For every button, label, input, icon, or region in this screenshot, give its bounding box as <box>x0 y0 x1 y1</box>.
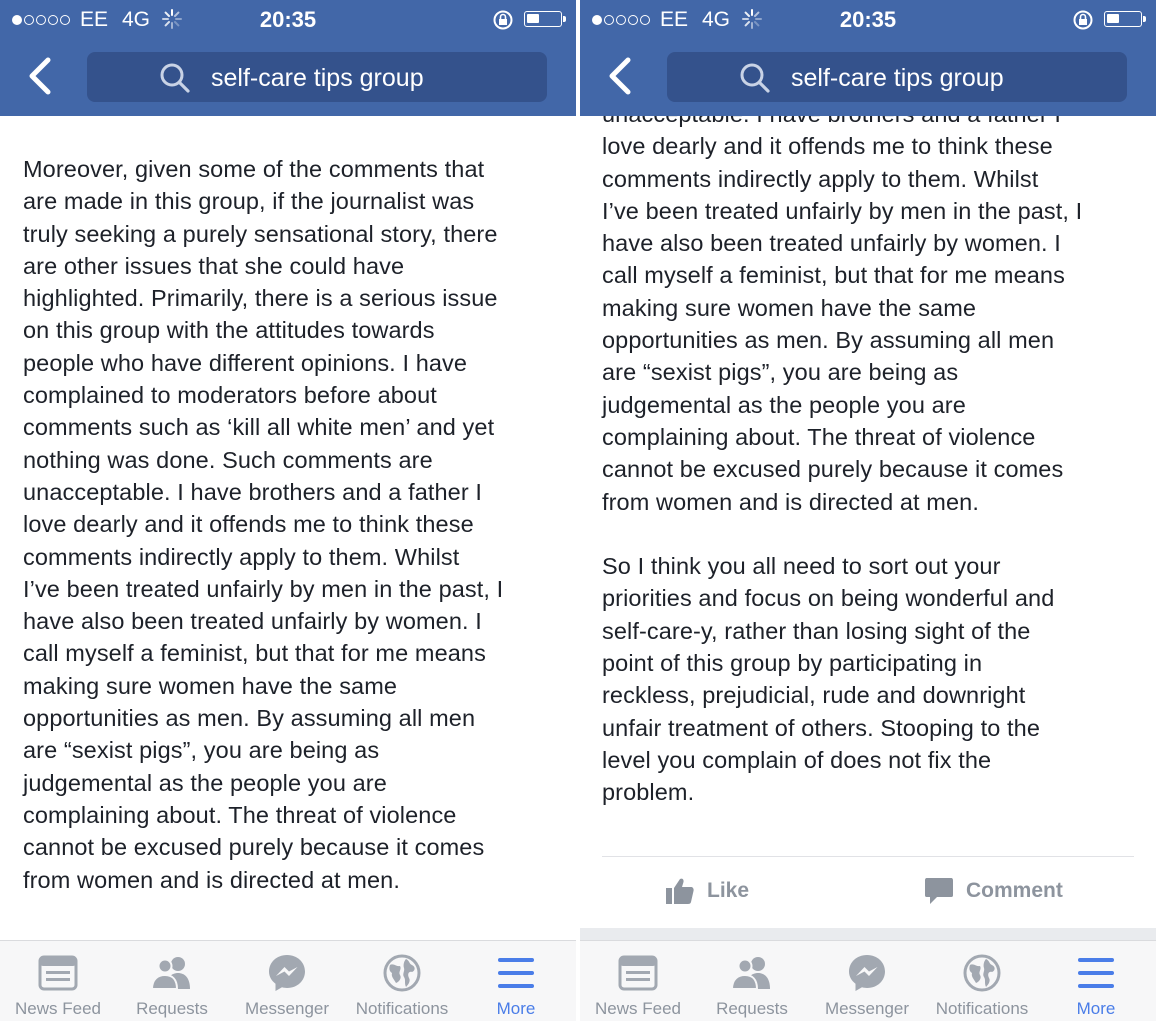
thumbs-up-icon <box>665 877 695 905</box>
search-bar[interactable] <box>667 52 1127 102</box>
messenger-icon <box>267 953 307 993</box>
battery-icon <box>1104 11 1142 27</box>
tab-requests[interactable] <box>114 953 230 1019</box>
post-paragraph <box>602 98 1150 809</box>
bottom-tab-bar <box>0 940 576 1021</box>
tab-label: More <box>496 999 536 1018</box>
news-feed-icon <box>618 955 658 991</box>
tab-label: Messenger <box>244 999 330 1018</box>
comment-label: Comment <box>966 879 1063 902</box>
tab-label: Messenger <box>824 999 910 1018</box>
globe-icon <box>382 953 422 993</box>
tab-more[interactable] <box>1038 953 1154 1019</box>
globe-icon <box>962 953 1002 993</box>
tab-news-feed[interactable] <box>580 953 696 1019</box>
status-bar <box>580 0 1156 40</box>
rotation-lock-icon <box>492 9 514 31</box>
like-button[interactable] <box>665 877 749 905</box>
messenger-icon <box>847 953 887 993</box>
news-feed-icon <box>38 955 78 991</box>
left-screenshot <box>0 0 576 1021</box>
tab-label: Requests <box>716 999 788 1018</box>
tab-more[interactable] <box>458 953 574 1019</box>
status-bar <box>0 0 576 40</box>
back-arrow-icon[interactable] <box>602 54 642 98</box>
post-paragraph-1: love dearly and it offends me to think these comments indirectly apply to them. Whilst I’ve been treated unfairly by men in the past, I have also been treated unfairly by women. I call myself a feminist, but that for me means making sure women have the same opportunities as men. By assuming all men are “sexist pigs”, you are being as judgemental as the people you are complaining about. The threat of violence cannot be excused purely because it comes from women and is directed at men. <box>602 133 1083 515</box>
search-query[interactable]: self-care tips group <box>791 64 1004 92</box>
friend-requests-icon <box>728 955 776 991</box>
right-screenshot <box>580 0 1156 1021</box>
battery-icon <box>524 11 562 27</box>
tab-notifications[interactable] <box>924 953 1040 1019</box>
post-paragraph-2: So I think you all need to sort out your priorities and focus on being wonderful and self-care-y, rather than losing sight of the point of this group by participating in reckless, prejudicial, rude and downright unfair treatment of others. Stooping to the level you complain of does not fix the problem. <box>602 553 1055 806</box>
friend-requests-icon <box>148 955 196 991</box>
carrier-name: EE <box>660 8 689 31</box>
like-label: Like <box>707 879 750 902</box>
comment-bubble-icon <box>924 877 954 905</box>
hamburger-menu-icon <box>496 956 536 990</box>
tab-news-feed[interactable] <box>0 953 116 1019</box>
tab-messenger[interactable] <box>809 953 925 1019</box>
search-bar[interactable] <box>87 52 547 102</box>
clock: 20:35 <box>839 7 897 32</box>
navigation-bar <box>580 0 1156 116</box>
tab-label: News Feed <box>595 999 681 1018</box>
hamburger-menu-icon <box>1076 956 1116 990</box>
tab-label: Notifications <box>935 999 1029 1018</box>
tab-requests[interactable] <box>694 953 810 1019</box>
search-query[interactable]: self-care tips group <box>211 64 424 92</box>
tab-label: Requests <box>136 999 208 1018</box>
tab-label: More <box>1076 999 1116 1018</box>
tab-label: Notifications <box>355 999 449 1018</box>
post-paragraph: Moreover, given some of the comments that are made in this group, if the journalist was truly seeking a purely sensational story, there are other issues that she could have highlighted. Primarily, there is a serious issue on this group with the attitudes towards people who have different opinions. I have complained to moderators before about comments such as ‘kill all white men’ and yet nothing was done. Such comments are unacceptable. I have brothers and a father I love dearly and it offends me to think these comments indirectly apply to them. Whilst I’ve been treated unfairly by men in the past, I have also been treated unfairly by women. I call myself a feminist, but that for me means making sure women have the same opportunities as men. By assuming all men are “sexist pigs”, you are being as judgemental as the people you are complaining about. The threat of violence cannot be excused purely because it comes from women and is directed at men. <box>23 156 504 893</box>
search-icon <box>159 62 191 94</box>
tab-messenger[interactable] <box>229 953 345 1019</box>
post-actions <box>602 856 1134 929</box>
network-type: 4G <box>122 8 151 31</box>
bottom-tab-bar <box>580 940 1156 1021</box>
tab-notifications[interactable] <box>344 953 460 1019</box>
search-icon <box>739 62 771 94</box>
back-arrow-icon[interactable] <box>22 54 62 98</box>
carrier-name: EE <box>80 8 109 31</box>
tab-label: News Feed <box>15 999 101 1018</box>
network-type: 4G <box>702 8 731 31</box>
rotation-lock-icon <box>1072 9 1094 31</box>
comment-button[interactable] <box>924 877 1063 905</box>
clock: 20:35 <box>259 7 317 32</box>
navigation-bar <box>0 0 576 116</box>
